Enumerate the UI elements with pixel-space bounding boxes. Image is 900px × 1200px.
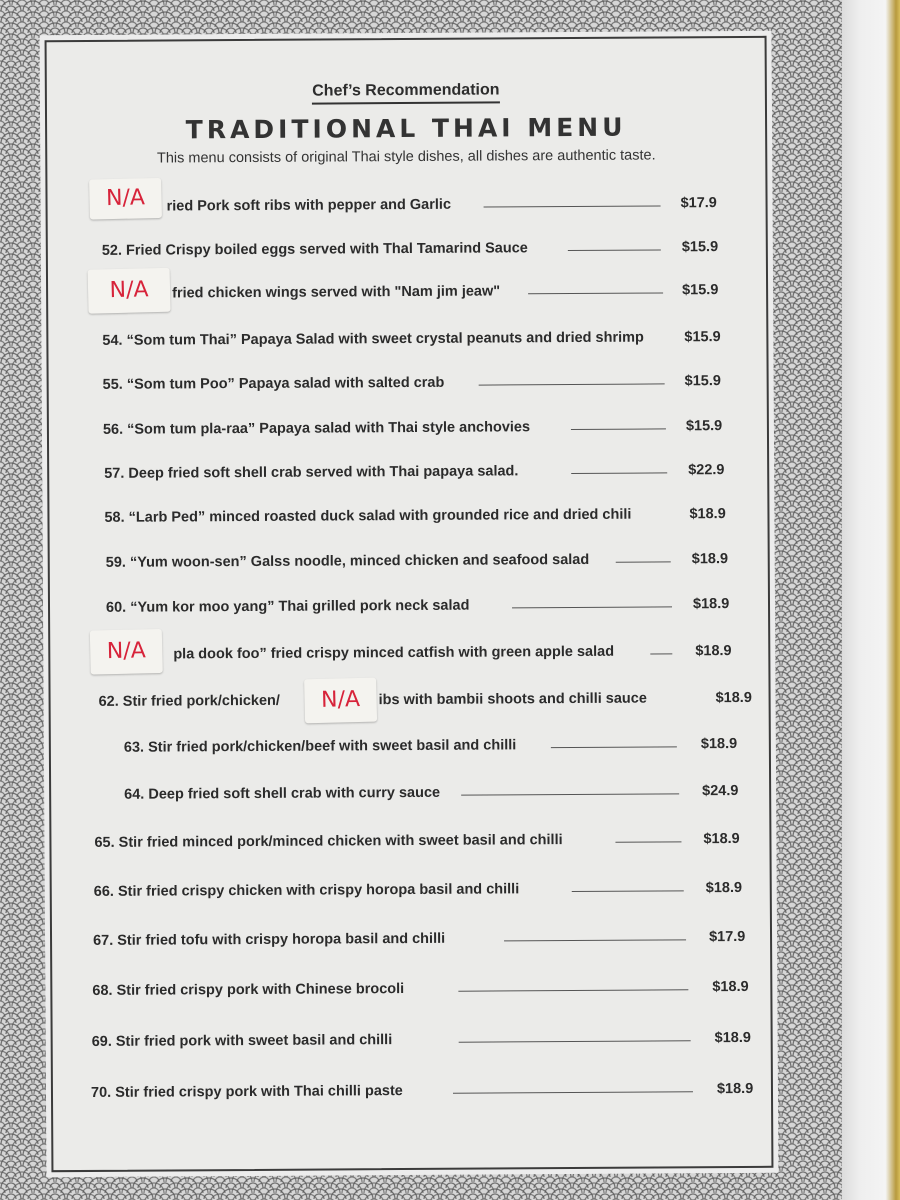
menu-item — [49, 506, 767, 532]
menu-item — [48, 239, 766, 265]
menu-card — [45, 36, 774, 1172]
menu-item-price: $18.9 — [715, 689, 752, 707]
menu-item-name: 63. Stir fried pork/chicken/beef with sweet basil and chilli — [123, 737, 517, 756]
menu-item-name: 56. “Som tum pla-raa” Papaya salad with Thai style anchovies — [102, 419, 531, 438]
menu-item-price: $18.9 — [695, 643, 732, 660]
dotted-leader — [459, 1040, 691, 1042]
menu-item — [52, 979, 770, 1005]
na-sticker: N/A — [304, 678, 377, 724]
menu-item-name: 54. “Som tum Thai” Papaya Salad with sweet crystal peanuts and dried shrimp — [102, 329, 644, 349]
menu-item-name: 65. Stir fried minced pork/minced chicken with sweet basil and chilli — [94, 832, 563, 851]
dotted-leader — [512, 606, 672, 608]
menu-item-price: $18.9 — [716, 1080, 754, 1098]
menu-item-name: 60. “Yum kor moo yang” Thai grilled pork neck salad — [105, 597, 470, 616]
menu-item-name: 58. “Larb Ped” minced roasted duck salad with grounded rice and dried chili — [104, 506, 632, 526]
menu-item-name: 52. Fried Crispy boiled eggs served with Thal Tamarind Sauce — [101, 240, 528, 259]
menu-item — [51, 831, 769, 857]
menu-item-price: $24.9 — [702, 782, 739, 800]
dotted-leader — [479, 383, 665, 385]
dotted-leader — [484, 205, 661, 207]
dotted-leader — [650, 653, 672, 654]
menu-item — [51, 736, 769, 762]
dotted-leader — [571, 472, 667, 474]
menu-item-name: 66. Stir fried crispy chicken with crispy horopa basil and chilli — [93, 881, 520, 900]
adjacent-page-edge — [842, 0, 900, 1200]
menu-item-name: 70. Stir fried crispy pork with Thai chilli paste — [90, 1083, 403, 1101]
menu-item — [50, 596, 768, 622]
menu-item-name: 57. Deep fried soft shell crab served with Thai papaya salad. — [104, 463, 519, 482]
menu-item-name: 62. Stir fried pork/chicken/ — [98, 692, 280, 710]
menu-item — [49, 462, 767, 488]
dotted-leader — [616, 561, 671, 562]
chef-recommendation-label: Chef’s Recommendation — [312, 81, 499, 104]
menu-item-name: pla dook foo” fried crispy minced catfish with green apple salad — [173, 643, 615, 663]
menu-item — [52, 880, 770, 906]
menu-item-name: 64. Deep fried soft shell crab with curry sauce — [124, 784, 441, 803]
menu-item — [49, 373, 767, 399]
menu-item — [53, 1030, 771, 1056]
menu-item — [50, 551, 768, 577]
menu-item-name: 67. Stir fried tofu with crispy horopa basil and chilli — [93, 930, 446, 949]
menu-item-name: 55. “Som tum Poo” Papaya salad with salted crab — [102, 374, 445, 393]
menu-title: TRADITIONAL THAI MENU — [185, 112, 627, 145]
menu-item-price: $18.9 — [692, 596, 730, 613]
menu-item-price: $17.9 — [708, 928, 746, 946]
menu-item-list — [47, 38, 772, 1170]
menu-item — [49, 418, 767, 444]
menu-item-name-tail: ibs with bambii shoots and chilli sauce — [378, 690, 647, 709]
menu-item-price: $18.9 — [700, 735, 738, 753]
menu-item — [51, 783, 769, 809]
na-sticker: N/A — [89, 178, 162, 220]
dotted-leader — [461, 793, 679, 795]
dotted-leader — [568, 249, 661, 251]
dotted-leader — [615, 841, 681, 842]
menu-item-price: $15.9 — [684, 373, 721, 390]
dotted-leader — [504, 939, 686, 941]
menu-item-name: 59. “Yum woon-sen” Galss noodle, minced chicken and seafood salad — [105, 551, 590, 571]
menu-item — [52, 929, 770, 955]
menu-item-price: $17.9 — [680, 195, 717, 212]
menu-item — [48, 329, 766, 355]
menu-item-price: $18.9 — [689, 506, 726, 523]
dotted-leader — [551, 746, 677, 748]
menu-subtitle: This menu consists of original Thai style dishes, all dishes are authentic taste. — [156, 147, 656, 167]
menu-item-name: ried Pork soft ribs with pepper and Garlic — [166, 196, 452, 215]
dotted-leader — [528, 292, 663, 294]
dotted-leader — [458, 989, 688, 991]
menu-item-name: 69. Stir fried pork with sweet basil and chilli — [91, 1032, 393, 1050]
menu-item-name: 68. Stir fried crispy pork with Chinese brocoli — [92, 981, 405, 999]
menu-item-price: $22.9 — [688, 462, 725, 479]
menu-item-price: $15.9 — [682, 282, 719, 299]
menu-item-price: $18.9 — [703, 830, 740, 848]
na-sticker: N/A — [88, 268, 171, 314]
menu-item — [51, 690, 769, 716]
dotted-leader — [571, 428, 666, 430]
menu-item-price: $18.9 — [712, 978, 749, 996]
menu-item-price: $15.9 — [685, 418, 723, 435]
menu-item-price: $15.9 — [681, 239, 719, 256]
na-sticker: N/A — [90, 629, 163, 675]
menu-item-name: fried chicken wings served with "Nam jim jeaw" — [172, 283, 501, 302]
menu-item-price: $18.9 — [714, 1029, 752, 1047]
dotted-leader — [572, 890, 684, 892]
menu-item-price: $18.9 — [691, 551, 729, 568]
menu-item-price: $15.9 — [684, 329, 721, 346]
menu-item — [53, 1081, 771, 1107]
menu-item-price: $18.9 — [705, 879, 743, 897]
dotted-leader — [453, 1091, 693, 1093]
